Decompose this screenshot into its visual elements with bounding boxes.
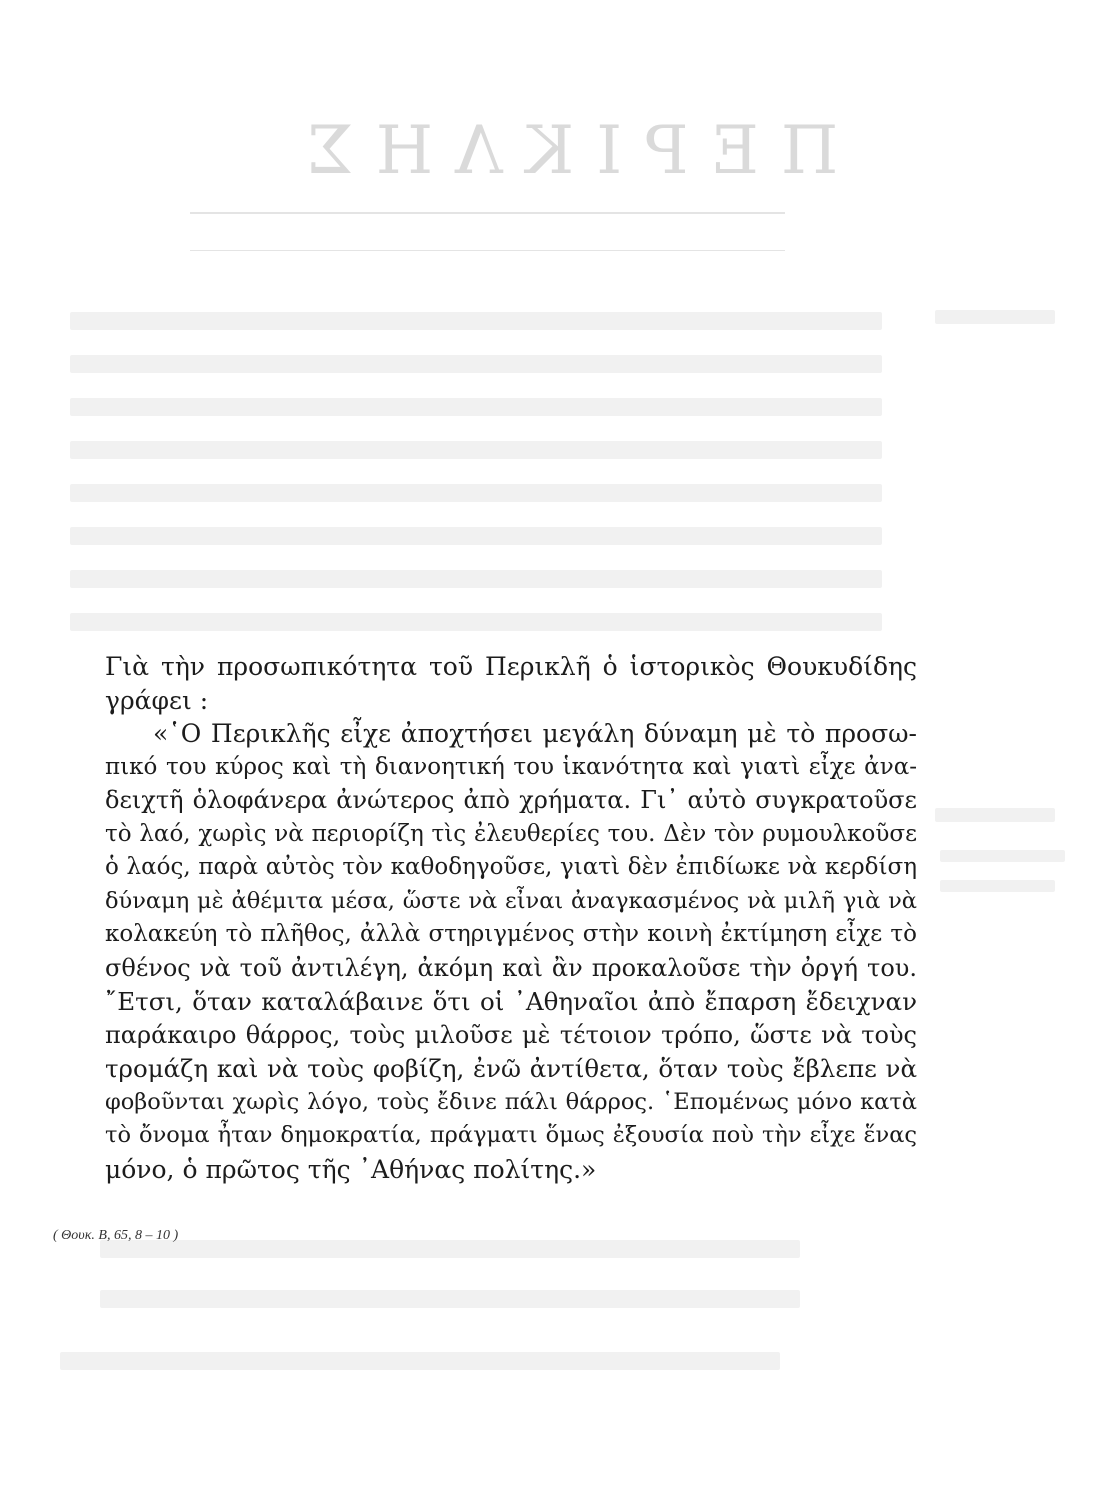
bleed-through-title-decoration: ΠΕΡΙΚΛΗΣ	[285, 112, 839, 189]
passage	[105, 650, 917, 1186]
quote-line: δειχτῆ ὁλοφάνερα ἀνώτερος ἀπὸ χρήματα. Γι᾿ αὐτὸ συγκρατοῦσε	[105, 786, 917, 814]
quote-line: «῾Ο Περικλῆς εἶχε ἀποχτήσει μεγάλη δύναμη μὲ τὸ προσω-	[153, 719, 917, 748]
citation: ( Θουκ. Β, 65, 8 – 10 )	[53, 1228, 179, 1243]
bleed-through-line-decoration	[70, 484, 882, 502]
bleed-through-line-decoration	[70, 355, 882, 373]
quote-line: τρομάζη καὶ νὰ τοὺς φοβίζη, ἐνῶ ἀντίθετα, ὅταν τοὺς ἔβλεπε νὰ	[105, 1054, 917, 1083]
bleed-through-line-decoration	[70, 613, 882, 631]
quote-line: πικό του κύρος καὶ τὴ διανοητική του ἱκανότητα καὶ γιατὶ εἶχε ἀνα-	[105, 753, 917, 780]
bleed-through-margin-decoration	[940, 880, 1055, 892]
intro-line: Γιὰ τὴν προσωπικότητα τοῦ Περικλῆ ὁ ἱστορικὸς Θουκυδίδης	[105, 652, 917, 681]
quote-line: δύναμη μὲ ἀθέμιτα μέσα, ὥστε νὰ εἶναι ἀναγκασμένος νὰ μιλῆ γιὰ νὰ	[105, 887, 917, 914]
quote-line: μόνο, ὁ πρῶτος τῆς ᾿Αθήνας πολίτης.»	[105, 1154, 597, 1184]
quote-line: ῎Ετσι, ὅταν καταλάβαινε ὅτι οἱ ᾿Αθηναῖοι ἀπὸ ἔπαρση ἔδειχναν	[105, 987, 917, 1016]
bleed-through-rule-decoration	[190, 212, 785, 214]
quote-line: φοβοῦνται χωρὶς λόγο, τοὺς ἔδινε πάλι θάρρος. ῾Επομένως μόνο κατὰ	[105, 1088, 917, 1115]
bleed-through-margin-decoration	[935, 310, 1055, 324]
bleed-through-line-decoration	[100, 1290, 800, 1308]
bleed-through-line-decoration	[70, 398, 882, 416]
bleed-through-line-decoration	[70, 570, 882, 588]
bleed-through-line-decoration	[60, 1352, 780, 1370]
bleed-through-line-decoration	[100, 1240, 800, 1258]
quote-line: τὸ ὄνομα ἦταν δημοκρατία, πράγματι ὅμως ἐξουσία ποὺ τὴν εἶχε ἕνας	[105, 1122, 917, 1148]
bleed-through-rule-decoration	[190, 250, 785, 251]
quote-line: σθένος νὰ τοῦ ἀντιλέγη, ἀκόμη καὶ ἂν προκαλοῦσε τὴν ὀργή του.	[105, 953, 917, 982]
bleed-through-line-decoration	[70, 312, 882, 330]
quote-line: τὸ λαό, χωρὶς νὰ περιορίζη τὶς ἐλευθερίες του. Δὲν τὸν ρυμουλκοῦσε	[105, 820, 917, 847]
quote-line: ὁ λαός, παρὰ αὐτὸς τὸν καθοδηγοῦσε, γιατὶ δὲν ἐπιδίωκε νὰ κερδίση	[105, 854, 917, 880]
bleed-through-line-decoration	[70, 441, 882, 459]
bleed-through-line-decoration	[70, 527, 882, 545]
quote-line: παράκαιρο θάρρος, τοὺς μιλοῦσε μὲ τέτοιον τρόπο, ὥστε νὰ τοὺς	[105, 1020, 917, 1049]
bleed-through-margin-decoration	[935, 808, 1055, 822]
quote-line: κολακεύη τὸ πλῆθος, ἀλλὰ στηριγμένος στὴν κοινὴ ἐκτίμηση εἶχε τὸ	[105, 921, 917, 947]
bleed-through-margin-decoration	[940, 850, 1065, 862]
intro-line: γράφει :	[105, 685, 209, 715]
